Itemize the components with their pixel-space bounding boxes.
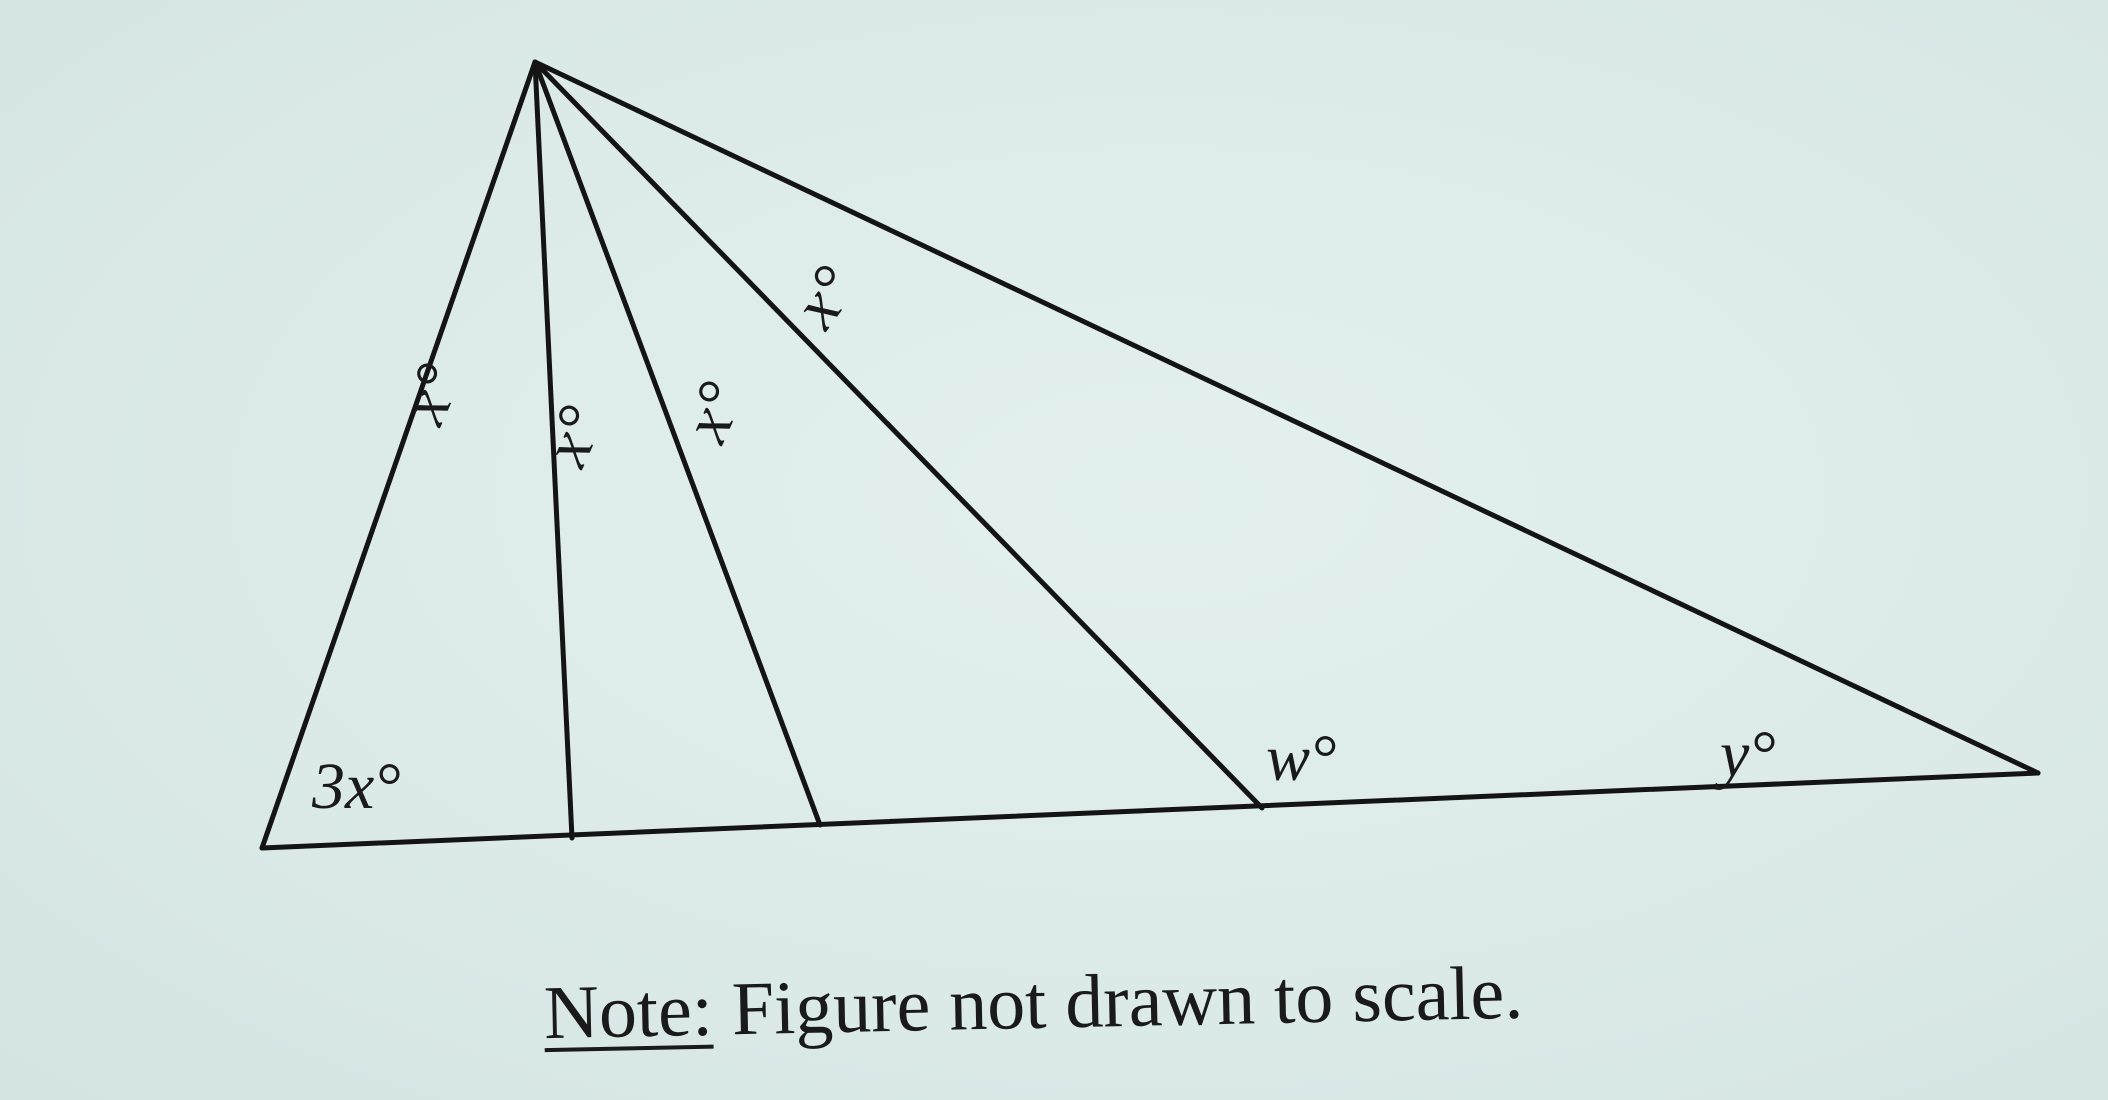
label-base-right: y° [1720,718,1776,791]
note-text: Figure not drawn to scale. [711,950,1524,1052]
cevian-3 [535,62,1262,808]
label-apex-third: x° [669,371,759,453]
note-prefix: Note: [543,967,714,1056]
label-apex-second: x° [529,395,619,477]
label-apex-fourth: x° [779,252,871,341]
label-base-left: 3x° [312,750,401,823]
label-apex-left: x° [387,353,477,435]
side-left [262,62,535,848]
label-base-w: w° [1266,722,1337,795]
